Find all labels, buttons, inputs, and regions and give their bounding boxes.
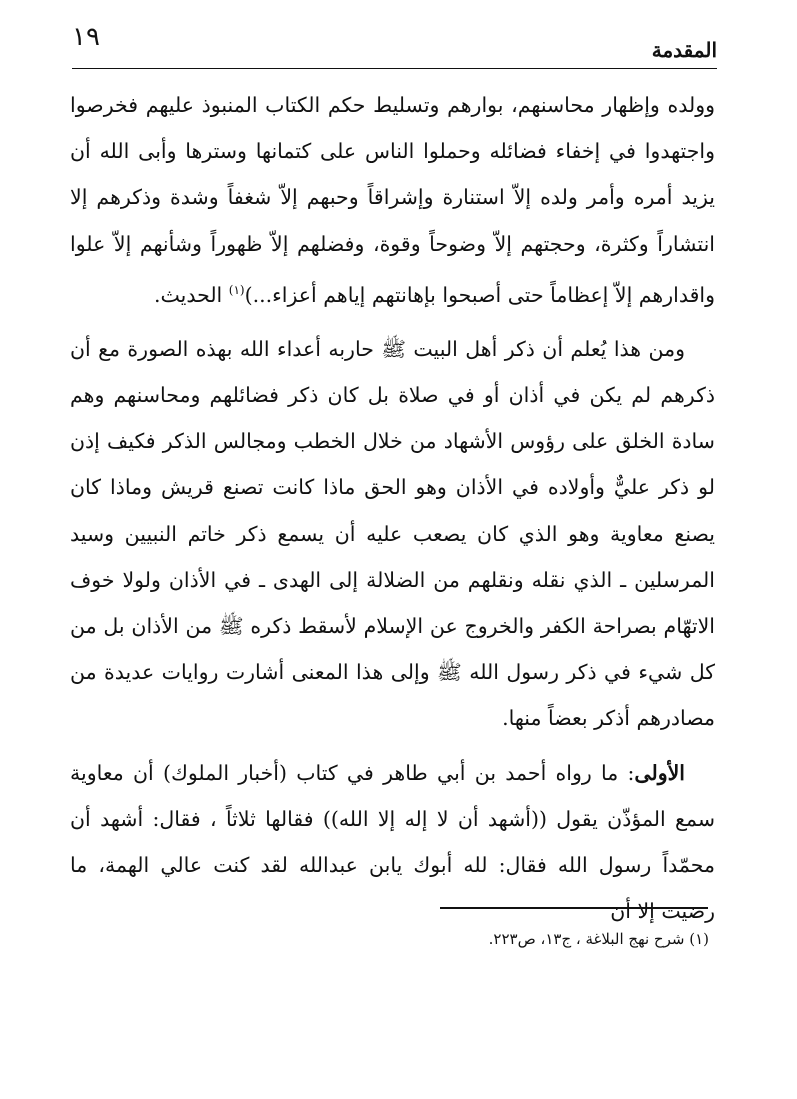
paragraph-1-text: وولده وإظهار محاسنهم، بوارهم وتسليط حكم الكتاب المنبوذ عليهم فخرصوا واجتهدوا في إخفاء فضائله وحملوا الناس على كتمانها وسترها وأبى الله أن يزيد أمره وأمر ولده إلاّ استنارة وإشراقاً وحبهم إلاّ شغفاً وشدة وذكرهم إلا انتشاراً وكثرة، وحجتهم إلاّ وضوحاً وقوة، وفضلهم إلاّ ظهوراً وشأنهم إلاّ علوا واقدارهم إلاّ إعظاماً حتى أصبحوا بإهانتهم إياهم أعزاء...) <box>70 93 715 307</box>
page-header <box>72 22 717 66</box>
paragraph-3-text: : ما رواه أحمد بن أبي طاهر في كتاب (أخبار الملوك) أن معاوية سمع المؤذّن يقول ((أشهد أن لا إله إلا الله)) فقالها ثلاثاً ، فقال: أشهد أن محمّداً رسول الله فقال: لله أبوك يابن عبدالله لقد كنت عالي الهمة، ما رضيت إلا أن <box>70 760 715 924</box>
paragraph-2 <box>70 326 715 742</box>
paragraph-1 <box>70 82 715 318</box>
paragraph-3-lead: الأولى <box>634 760 685 785</box>
footnote: (١) شرح نهج البلاغة ، ج١٣، ص٢٢٣. <box>488 930 709 948</box>
paragraph-2-text: ومن هذا يُعلم أن ذكر أهل البيت ﷺ حاربه أعداء الله بهذه الصورة مع أن ذكرهم لم يكن في أذان أو في صلاة بل كان ذكر فضائلهم ومحاسنهم وهم سادة الخلق على رؤوس الأشهاد من خلال الخطب ومجالس الذكر فكيف إذن لو ذكر عليٌّ وأولاده في الأذان وهو الحق ماذا كانت تصنع قريش وماذا كان يصنع معاوية وهو الذي كان يصعب عليه أن يسمع ذكر خاتم النبيين وسيد المرسلين ـ الذي نقله ونقلهم من الضلالة إلى الهدى ـ في الأذان ولولا خوف الاتهّام بصراحة الكفر والخروج عن الإسلام لأسقط ذكره ﷺ من الأذان بل من كل شيء في ذكر رسول الله ﷺ وإلى هذا المعنى أشارت روايات عديدة من مصادرهم أذكر بعضاً منها. <box>70 336 715 731</box>
page-number: ١٩ <box>72 22 100 52</box>
main-text <box>70 82 715 934</box>
footnote-divider <box>440 907 708 909</box>
header-divider <box>72 68 717 69</box>
running-title: المقدمة <box>651 38 717 62</box>
paragraph-1-tail: الحديث. <box>153 282 229 307</box>
footnote-marker[interactable]: (١) <box>228 282 245 297</box>
